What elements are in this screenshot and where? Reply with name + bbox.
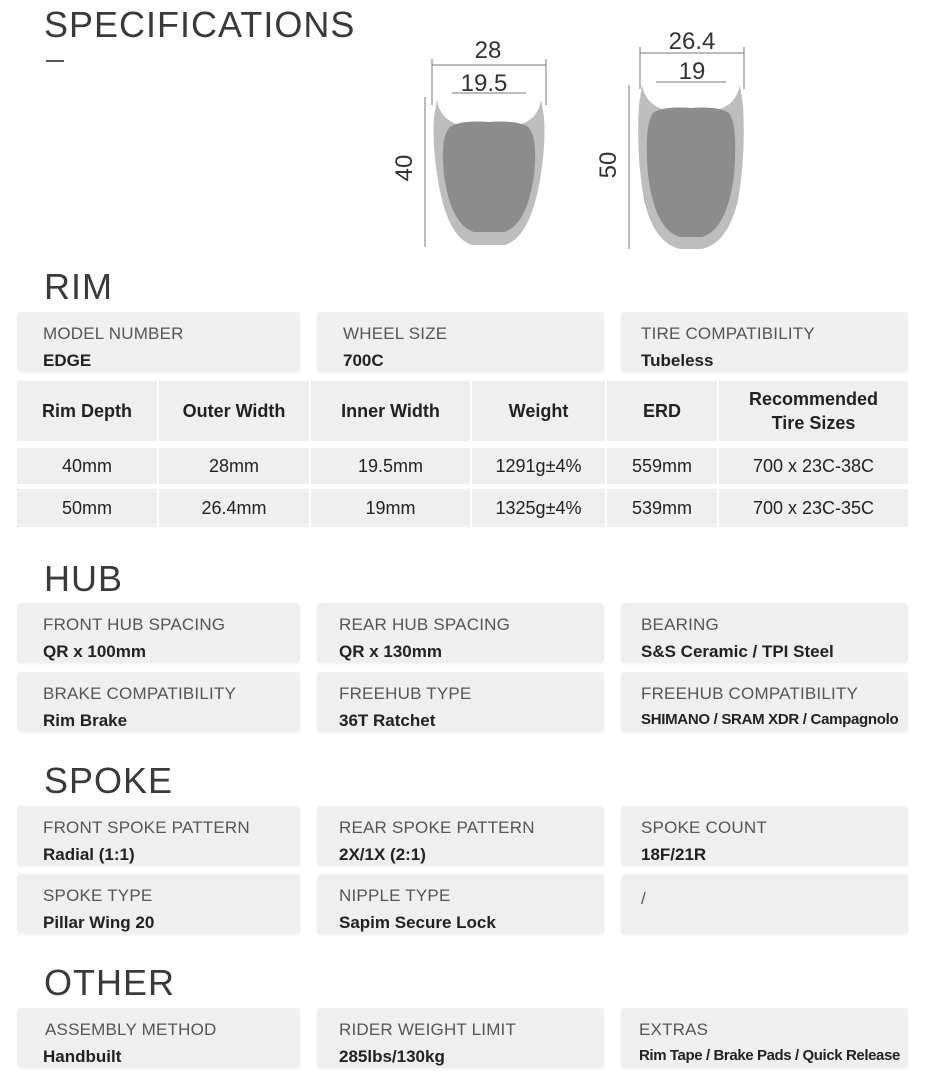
card-label: EXTRAS xyxy=(639,1020,709,1039)
card-label: SPOKE TYPE xyxy=(43,886,153,905)
card-label: REAR HUB SPACING xyxy=(339,615,511,634)
rim-40-inner-label: 19.5 xyxy=(460,70,508,97)
card-spoke-type xyxy=(17,874,300,934)
card-tire-compatibility xyxy=(621,312,908,372)
card-label: REAR SPOKE PATTERN xyxy=(339,818,535,837)
card-value: 18F/21R xyxy=(641,845,707,864)
card-value: 2X/1X (2:1) xyxy=(339,845,426,864)
card-label: / xyxy=(641,889,646,908)
card-spoke-count xyxy=(621,806,908,866)
table-cell: 559mm xyxy=(607,448,717,484)
card-value: Radial (1:1) xyxy=(43,845,135,864)
section-heading-spoke: SPOKE xyxy=(44,760,174,801)
card-value: Handbuilt xyxy=(43,1047,122,1066)
table-cell: 19mm xyxy=(311,489,470,527)
card-label: ASSEMBLY METHOD xyxy=(45,1020,217,1039)
card-rear-spoke-pattern xyxy=(317,806,604,866)
card-freehub-type xyxy=(317,672,604,732)
card-label: WHEEL SIZE xyxy=(343,324,448,343)
card-assembly-method xyxy=(17,1008,300,1068)
card-value: Sapim Secure Lock xyxy=(339,913,496,932)
table-cell: 26.4mm xyxy=(159,489,309,527)
card-front-hub-spacing xyxy=(17,603,300,663)
card-value: Tubeless xyxy=(641,351,714,370)
table-cell: 28mm xyxy=(159,448,309,484)
card-wheel-size xyxy=(317,312,604,372)
card-label: BEARING xyxy=(641,615,719,634)
card-empty-slot xyxy=(621,874,908,934)
card-value: QR x 100mm xyxy=(43,642,146,661)
table-cell: 1325g±4% xyxy=(472,489,605,527)
section-heading-other: OTHER xyxy=(44,962,175,1003)
table-header-cell: Rim Depth xyxy=(17,381,157,441)
card-label: BRAKE COMPATIBILITY xyxy=(43,684,237,703)
rim-profile-diagram xyxy=(380,25,760,265)
table-header-cell: Outer Width xyxy=(159,381,309,441)
card-nipple-type xyxy=(317,874,604,934)
table-cell: 40mm xyxy=(17,448,157,484)
card-extras xyxy=(621,1008,908,1068)
table-cell: 700 x 23C-35C xyxy=(719,489,908,527)
card-value: 36T Ratchet xyxy=(339,711,436,730)
card-value: Rim Brake xyxy=(43,711,128,730)
table-cell: 700 x 23C-38C xyxy=(719,448,908,484)
card-label: FREEHUB TYPE xyxy=(339,684,472,703)
card-value: QR x 130mm xyxy=(339,642,442,661)
card-value: EDGE xyxy=(43,351,92,370)
card-value: SHIMANO / SRAM XDR / Campagnolo xyxy=(641,711,899,728)
card-value: S&S Ceramic / TPI Steel xyxy=(641,642,834,661)
section-heading-rim: RIM xyxy=(44,266,113,307)
table-header-cell: ERD xyxy=(607,381,717,441)
table-header-cell: Weight xyxy=(472,381,605,441)
card-label: TIRE COMPATIBILITY xyxy=(641,324,815,343)
card-label: FRONT HUB SPACING xyxy=(43,615,226,634)
card-rear-hub-spacing xyxy=(317,603,604,663)
card-brake-compatibility xyxy=(17,672,300,732)
card-value: Rim Tape / Brake Pads / Quick Release xyxy=(639,1047,900,1064)
table-cell: 539mm xyxy=(607,489,717,527)
card-label: RIDER WEIGHT LIMIT xyxy=(339,1020,517,1039)
section-heading-hub: HUB xyxy=(44,558,124,599)
rim-50-inner-label: 19 xyxy=(678,58,706,85)
card-value: 285lbs/130kg xyxy=(339,1047,445,1066)
page-title: SPECIFICATIONS xyxy=(44,4,356,45)
table-header-cell: Recommended Tire Sizes xyxy=(719,381,908,441)
table-header-cell: Inner Width xyxy=(311,381,470,441)
table-cell: 1291g±4% xyxy=(472,448,605,484)
table-cell: 50mm xyxy=(17,489,157,527)
rim-50-outer-label: 26.4 xyxy=(668,28,716,55)
card-bearing xyxy=(621,603,908,663)
card-label: MODEL NUMBER xyxy=(43,324,184,343)
card-rider-weight-limit xyxy=(317,1008,604,1068)
rim-40-outer-label: 28 xyxy=(474,37,502,64)
table-cell: 19.5mm xyxy=(311,448,470,484)
title-dash xyxy=(46,60,64,62)
card-value: 700C xyxy=(343,351,384,370)
card-label: FREEHUB COMPATIBILITY xyxy=(641,684,859,703)
card-label: NIPPLE TYPE xyxy=(339,886,451,905)
card-front-spoke-pattern xyxy=(17,806,300,866)
rim-50-depth-label: 50 xyxy=(595,151,622,179)
card-value: Pillar Wing 20 xyxy=(43,913,155,932)
card-label: FRONT SPOKE PATTERN xyxy=(43,818,250,837)
card-label: SPOKE COUNT xyxy=(641,818,767,837)
rim-40-depth-label: 40 xyxy=(391,154,418,182)
card-freehub-compatibility xyxy=(621,672,908,732)
card-model-number xyxy=(17,312,300,372)
